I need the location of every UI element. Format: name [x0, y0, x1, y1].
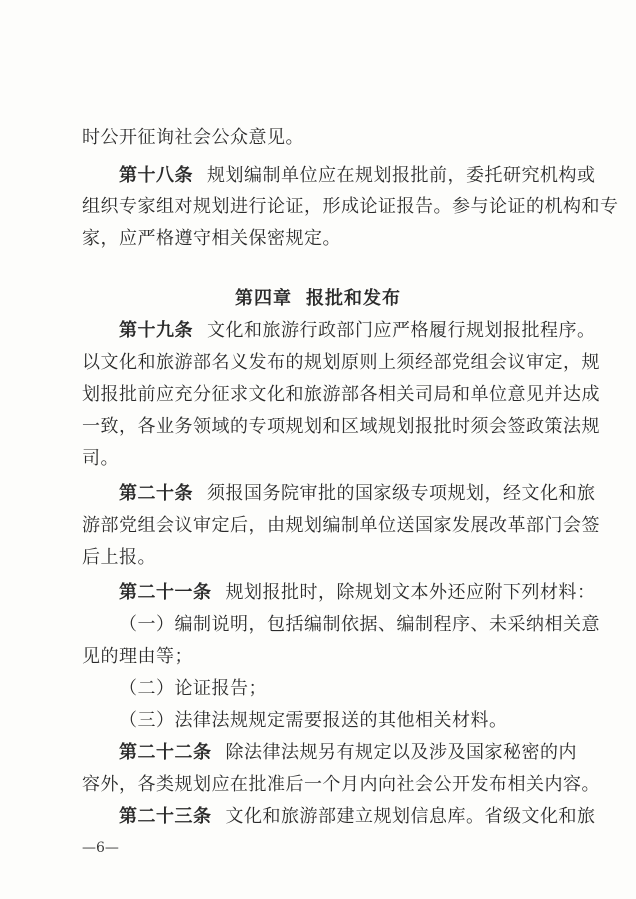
- article-21-label: 第二十一条: [119, 582, 212, 603]
- article-19-text: 文化和旅游行政部门应严格履行规划报批程序。: [207, 320, 596, 341]
- article-19-line-4: [82, 416, 600, 438]
- article-19-line-3: [82, 384, 600, 406]
- article-20-text: 后上报。: [82, 547, 156, 568]
- article-23-label: 第二十三条: [119, 806, 212, 827]
- article-21-item-1-line-2: [82, 646, 193, 668]
- article-20-line-3: [82, 547, 156, 569]
- article-22-line-1: [119, 742, 577, 764]
- article-18-label: 第十八条: [119, 165, 193, 186]
- article-18-text: 家，应严格遵守相关保密规定。: [82, 228, 341, 249]
- article-22-text: 除法律法规另有规定以及涉及国家秘密的内: [225, 742, 577, 763]
- article-20-text: 须报国务院审批的国家级专项规划，经文化和旅: [207, 483, 596, 504]
- article-23-line-1: [119, 806, 596, 828]
- list-item-text: （二）论证报告；: [119, 678, 267, 699]
- article-20-line-1: [119, 483, 596, 505]
- article-19-line-5: [82, 448, 119, 470]
- article-19-line-1: [119, 320, 596, 342]
- list-item-text: （三）法律法规规定需要报送的其他相关材料。: [119, 710, 508, 731]
- article-18-text: 组织专家组对规划进行论证，形成论证报告。参与论证的机构和专: [82, 196, 619, 217]
- article-19-text: 以文化和旅游部名义发布的规划原则上须经部党组会议审定，规: [82, 352, 600, 373]
- article-21-text: 规划报批时，除规划文本外还应附下列材料：: [225, 582, 596, 603]
- article-20-label: 第二十条: [119, 483, 193, 504]
- article-21-item-1-line-1: [119, 614, 600, 636]
- chapter-heading: [0, 288, 636, 310]
- article-21-item-2: [119, 678, 267, 700]
- article-22-line-2: [82, 774, 600, 796]
- article-18-text: 规划编制单位应在规划报批前，委托研究机构或: [207, 165, 596, 186]
- chapter-title: 报批和发布: [306, 288, 401, 309]
- article-18-line-3: [82, 228, 341, 250]
- article-19-line-2: [82, 352, 600, 374]
- article-21-line-1: [119, 582, 596, 604]
- article-19-text: 划报批前应充分征求文化和旅游部各相关司局和单位意见并达成: [82, 384, 600, 405]
- article-22-text: 容外，各类规划应在批准后一个月内向社会公开发布相关内容。: [82, 774, 600, 795]
- article-19-text: 司。: [82, 448, 119, 469]
- article-19-text: 一致，各业务领域的专项规划和区域规划报批时须会签政策法规: [82, 416, 600, 437]
- article-20-line-2: [82, 515, 600, 537]
- article-21-item-3: [119, 710, 508, 732]
- list-item-text: 见的理由等；: [82, 646, 193, 667]
- article-19-label: 第十九条: [119, 320, 193, 341]
- article-20-text: 游部党组会议审定后，由规划编制单位送国家发展改革部门会签: [82, 515, 600, 536]
- page-number: —6—: [82, 840, 119, 856]
- article-23-text: 文化和旅游部建立规划信息库。省级文化和旅: [225, 806, 596, 827]
- article-18-line-2: [82, 196, 619, 218]
- list-item-text: （一）编制说明，包括编制依据、编制程序、未采纳相关意: [119, 614, 600, 635]
- article-22-label: 第二十二条: [119, 742, 212, 763]
- chapter-label: 第四章: [235, 288, 292, 309]
- paragraph-text: 时公开征询社会公众意见。: [82, 127, 304, 148]
- article-18-line-1: [119, 165, 596, 187]
- paragraph-continuation: [82, 127, 304, 149]
